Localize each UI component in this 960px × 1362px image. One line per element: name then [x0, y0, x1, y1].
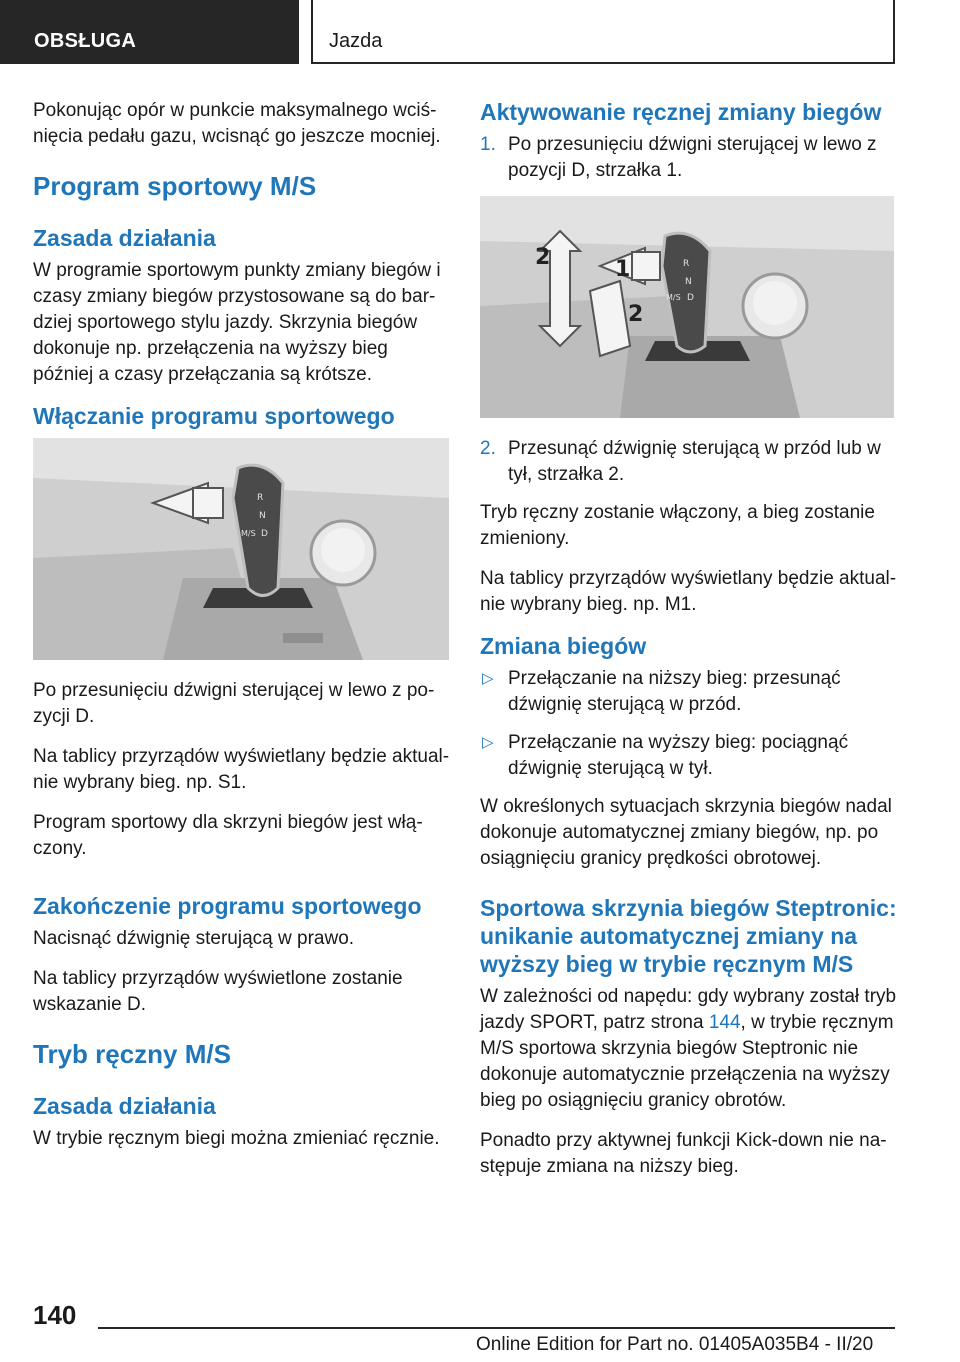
step-number: 2.: [480, 438, 496, 459]
arrow-label-2b: 2: [628, 302, 644, 327]
list-item: [480, 132, 898, 184]
steps-list-2: [480, 436, 898, 488]
end-paragraph-2: Na tablicy przyrządów wyświetlone zostanie wskazanie D.: [33, 968, 403, 1015]
footer-divider: [98, 1327, 895, 1329]
heading-sport-program: Program sportowy M/S: [33, 171, 317, 201]
step-text: Po przesunięciu dźwigni sterującej w lewo z pozycji D, strzałka 1.: [508, 134, 877, 181]
list-item: [480, 730, 898, 782]
page-number: 140: [33, 1300, 77, 1330]
lever-mark-r-right: R: [683, 259, 690, 269]
heading-activate-manual: Aktywowanie ręcznej zmiany biegów: [480, 99, 882, 125]
arrow-label-2a: 2: [535, 245, 551, 270]
lever-mark-ms: M/S: [241, 529, 256, 538]
drive-text-a: W zależności od napędu: gdy wybrany został tryb jazdy SPORT, patrz strona: [480, 986, 897, 1033]
triangle-bullet-icon: ▷: [482, 734, 494, 751]
heading-principle: Zasada działania: [33, 225, 216, 251]
lever-mark-ms-right: M/S: [666, 293, 681, 302]
intro-paragraph: Pokonując opór w punkcie maksymalnego wciśnięcia pedału gazu, wcisnąć go jeszcze mocniej.: [33, 100, 441, 147]
page-header: [0, 0, 960, 64]
drive-dependent-paragraph: [480, 984, 898, 1114]
manual-on-paragraph: Tryb ręczny zostanie włączony, a bieg zostanie zmieniony.: [480, 502, 875, 549]
list-item: [480, 666, 898, 718]
triangle-bullet-icon: ▷: [482, 670, 494, 687]
kickdown-paragraph: Ponadto przy aktywnej funkcji Kick-down nie następuje zmiana na niższy bieg.: [480, 1130, 887, 1177]
lever-mark-n-right: N: [685, 277, 692, 287]
list-item: [480, 436, 898, 488]
gear-change-list: [480, 666, 898, 782]
gear-lever-illustration-left: [33, 438, 449, 660]
heading-manual-mode: Tryb ręczny M/S: [33, 1039, 231, 1069]
drive-text-b: , w trybie ręcznym M/S sportowa skrzynia biegów Steptronic nie dokonuje automatycznie przełączenia na wyższy bieg po osiągnięciu granicy obrotów.: [480, 1012, 894, 1111]
enable-paragraph-2: Na tablicy przyrządów wyświetlany będzie aktualnie wybrany bieg. np. S1.: [33, 746, 450, 793]
steps-list-1: [480, 132, 898, 184]
lever-mark-n: N: [259, 511, 266, 521]
enable-paragraph-1: Po przesunięciu dźwigni sterującej w lewo z pozycji D.: [33, 680, 435, 727]
step-number: 1.: [480, 134, 496, 155]
display-paragraph: Na tablicy przyrządów wyświetlany będzie aktualnie wybrany bieg. np. M1.: [480, 568, 897, 615]
heading-enable-sport: Włączanie programu sportowego: [33, 403, 395, 429]
auto-shift-paragraph: W określonych sytuacjach skrzynia biegów nadal dokonuje automatycznej zmiany biegów, np. po osiągnięciu granicy prędkości obrotowej.: [480, 796, 892, 869]
heading-gear-change: Zmiana biegów: [480, 633, 647, 659]
bullet-text: Przełączanie na wyższy bieg: pociągnąć dźwignię sterującą w tył.: [508, 732, 849, 779]
arrow-label-1: 1: [615, 257, 631, 282]
chapter-tab: Jazda: [311, 0, 895, 64]
gear-lever-illustration-right: [480, 196, 894, 418]
enable-paragraph-3: Program sportowy dla skrzyni biegów jest włączony.: [33, 812, 423, 859]
lever-mark-d: D: [261, 529, 268, 539]
step-text: Przesunąć dźwignię sterującą w przód lub w tył, strzałka 2.: [508, 438, 881, 485]
lever-mark-d-right: D: [687, 293, 694, 303]
heading-end-sport: Zakończenie programu sportowego: [33, 893, 422, 919]
principle-paragraph: W programie sportowym punkty zmiany biegów i czasy zmiany biegów przystosowane są do bardziej sportowego stylu jazdy. Skrzynia biegów dokonuje np. przełączenia na wyższy bieg później a czasy przełączania są krótsze.: [33, 260, 441, 385]
left-column: [33, 98, 451, 1166]
heading-principle-2: Zasada działania: [33, 1093, 216, 1119]
edition-text: Online Edition for Part no. 01405A035B4 - II/20: [476, 1334, 874, 1355]
heading-steptronic: Sportowa skrzynia biegów Steptronic: unikanie automatycznej zmiany na wyższy bieg w trybie ręcznym M/S: [480, 895, 897, 977]
page-link-144[interactable]: 144: [708, 1012, 741, 1033]
end-paragraph-1: Nacisnąć dźwignię sterującą w prawo.: [33, 928, 355, 949]
bullet-text: Przełączanie na niższy bieg: przesunąć dźwignię sterującą w przód.: [508, 668, 841, 715]
right-column: [480, 98, 898, 1194]
lever-mark-r: R: [257, 493, 264, 503]
manual-paragraph: W trybie ręcznym biegi można zmieniać ręcznie.: [33, 1128, 440, 1149]
section-tab: OBSŁUGA: [0, 0, 299, 64]
